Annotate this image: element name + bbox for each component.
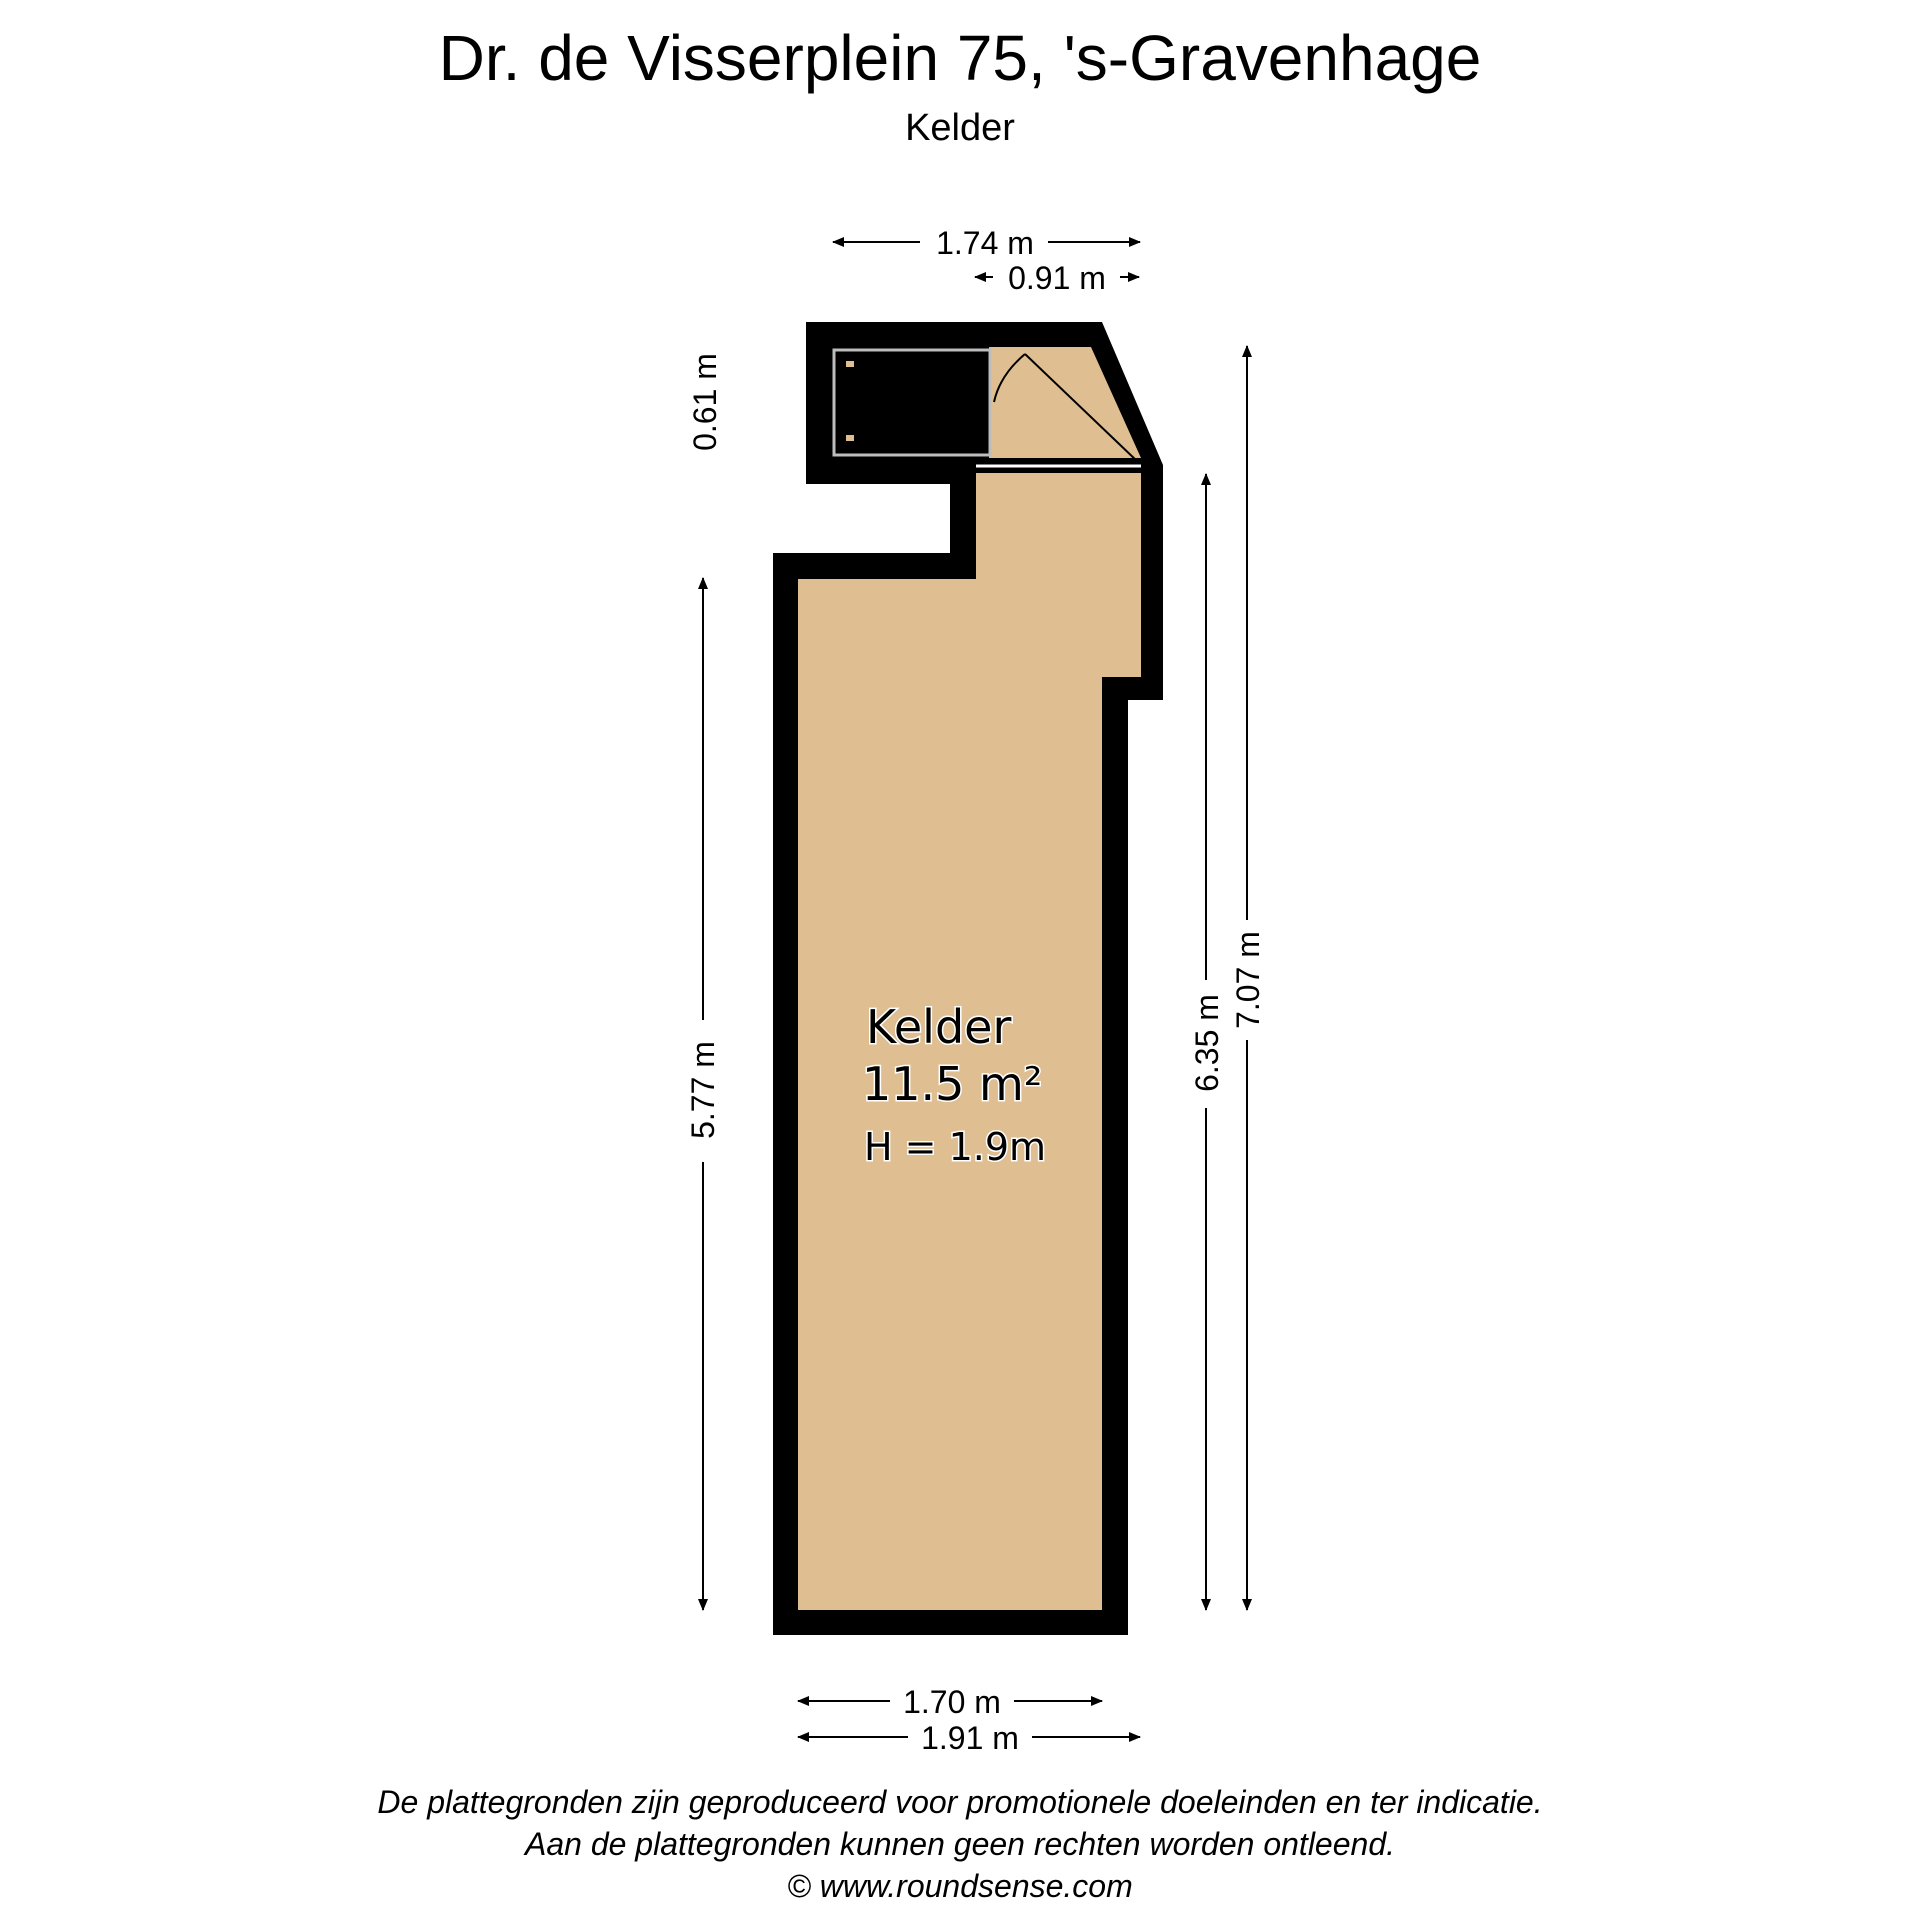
dim-left-small: 0.61 m <box>687 353 723 451</box>
page-title: Dr. de Visserplein 75, 's-Gravenhage <box>438 22 1482 94</box>
dim-right-inner: 6.35 m <box>1189 994 1225 1092</box>
room-height: H = 1.9m <box>864 1125 1047 1169</box>
dim-top-partial: 0.91 m <box>1008 260 1106 296</box>
cabinet-knob-bottom <box>846 435 854 441</box>
cabinet-knob-top <box>846 361 854 367</box>
disclaimer-line-1: De plattegronden zijn geproduceerd voor promotionele doeleinden en ter indicatie. <box>377 1784 1543 1820</box>
dim-top-total: 1.74 m <box>936 225 1034 261</box>
room-area: 11.5 m² <box>862 1057 1043 1111</box>
dim-right-outer: 7.07 m <box>1230 931 1266 1029</box>
dim-left-main: 5.77 m <box>685 1041 721 1139</box>
room-name: Kelder <box>866 1000 1012 1054</box>
dim-bottom-inner: 1.70 m <box>903 1684 1001 1720</box>
dim-bottom-outer: 1.91 m <box>921 1720 1019 1756</box>
floor-subtitle: Kelder <box>905 107 1015 149</box>
cabinet <box>834 350 990 455</box>
disclaimer-line-2: Aan de plattegronden kunnen geen rechten worden ontleend. <box>524 1826 1395 1862</box>
copyright-link[interactable]: © www.roundsense.com <box>787 1868 1133 1904</box>
